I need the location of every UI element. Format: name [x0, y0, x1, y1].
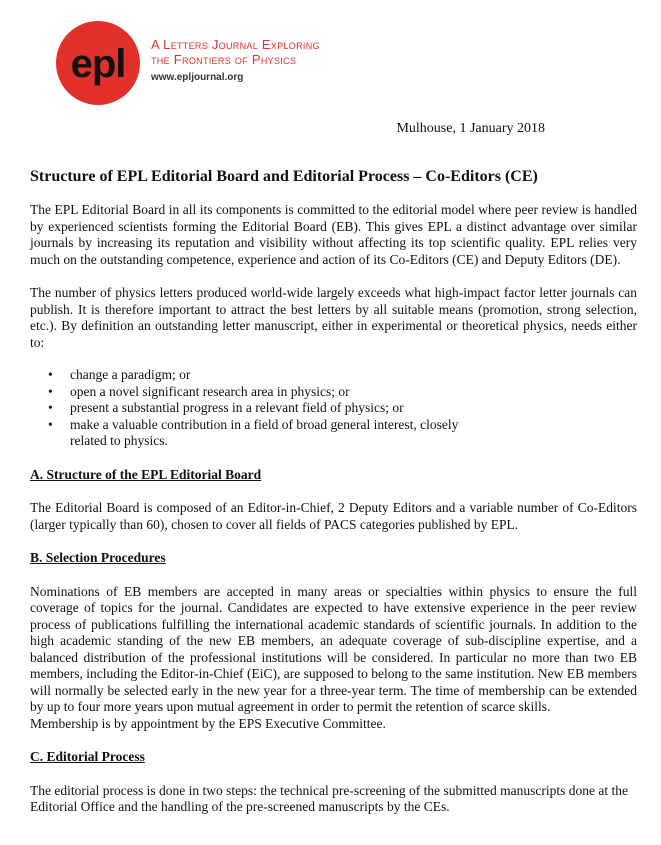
- section-a-paragraph: The Editorial Board is composed of an Editor-in-Chief, 2 Deputy Editors and a variable number of Co-Editors (larger typically than 60), chosen to cover all fields of PACS categories published by EPL.: [30, 500, 637, 532]
- epl-logo: [55, 20, 141, 106]
- document-title: Structure of EPL Editorial Board and Editorial Process – Co-Editors (CE): [30, 168, 538, 185]
- criteria-list: [30, 367, 485, 450]
- section-b-paragraph-1: Nominations of EB members are accepted in many areas or specialties within physics to ensure the full coverage of topics for the journal. Candidates are expected to have extensive experience in the peer review process of publications fulfilling the international academic standards of scientific journals. In addition to the high academic standing of the new EB members, an adequate coverage of sub-discipline expertise, and a balanced distribution of the professional institutions will be considered. In particular no more than two EB members, including the Editor-in-Chief (EiC), are supposed to belong to the same institution. New EB members will normally be selected early in the new year for a three-year term. The time of membership can be extended by up to four more years upon mutual agreement in order to permit the retention of scarce skills.: [30, 583, 637, 714]
- journal-url: www.epljournal.org: [151, 72, 244, 83]
- section-c-paragraph: The editorial process is done in two steps: the technical pre-screening of the submitted manuscripts done at the Editorial Office and the handling of the pre-screened manuscripts by the CEs.: [30, 782, 628, 814]
- intro-paragraph-2: The number of physics letters produced world-wide largely exceeds what high-impact factor letter journals can publish. It is therefore important to attract the best letters by all suitable means (promotion, strong selection, etc.). By definition an outstanding letter manuscript, either in experimental or theoretical physics, needs either to:: [30, 285, 637, 350]
- tagline-line-2: the Frontiers of Physics: [151, 52, 297, 67]
- section-heading-a: A. Structure of the EPL Editorial Board: [30, 466, 262, 482]
- list-item: • make a valuable contribution in a field of broad general interest, closely related to physics.: [30, 417, 485, 450]
- list-item: • present a substantial progress in a relevant field of physics; or: [30, 400, 485, 417]
- section-heading-c: C. Editorial Process: [30, 749, 145, 764]
- list-item: • change a paradigm; or: [30, 367, 485, 384]
- document-date: Mulhouse, 1 January 2018: [396, 121, 545, 136]
- logo-text: epl: [70, 42, 126, 86]
- intro-paragraph-1: The EPL Editorial Board in all its components is committed to the editorial model where peer review is handled by experienced scientists forming the Editorial Board (EB). This gives EPL a distinct advantage over similar journals by increasing its reputation and visibility without affecting its top scientific quality. EPL relies very much on the outstanding competence, experience and action of its Co-Editors (CE) and Deputy Editors (DE).: [30, 202, 637, 267]
- document-body: [30, 202, 637, 816]
- tagline-line-1: A Letters Journal Exploring: [151, 37, 320, 52]
- section-b-paragraph-2: Membership is by appointment by the EPS Executive Committee.: [30, 715, 386, 731]
- section-heading-b: B. Selection Procedures: [30, 550, 166, 565]
- journal-tagline: [151, 37, 320, 67]
- list-item: • open a novel significant research area in physics; or: [30, 384, 485, 401]
